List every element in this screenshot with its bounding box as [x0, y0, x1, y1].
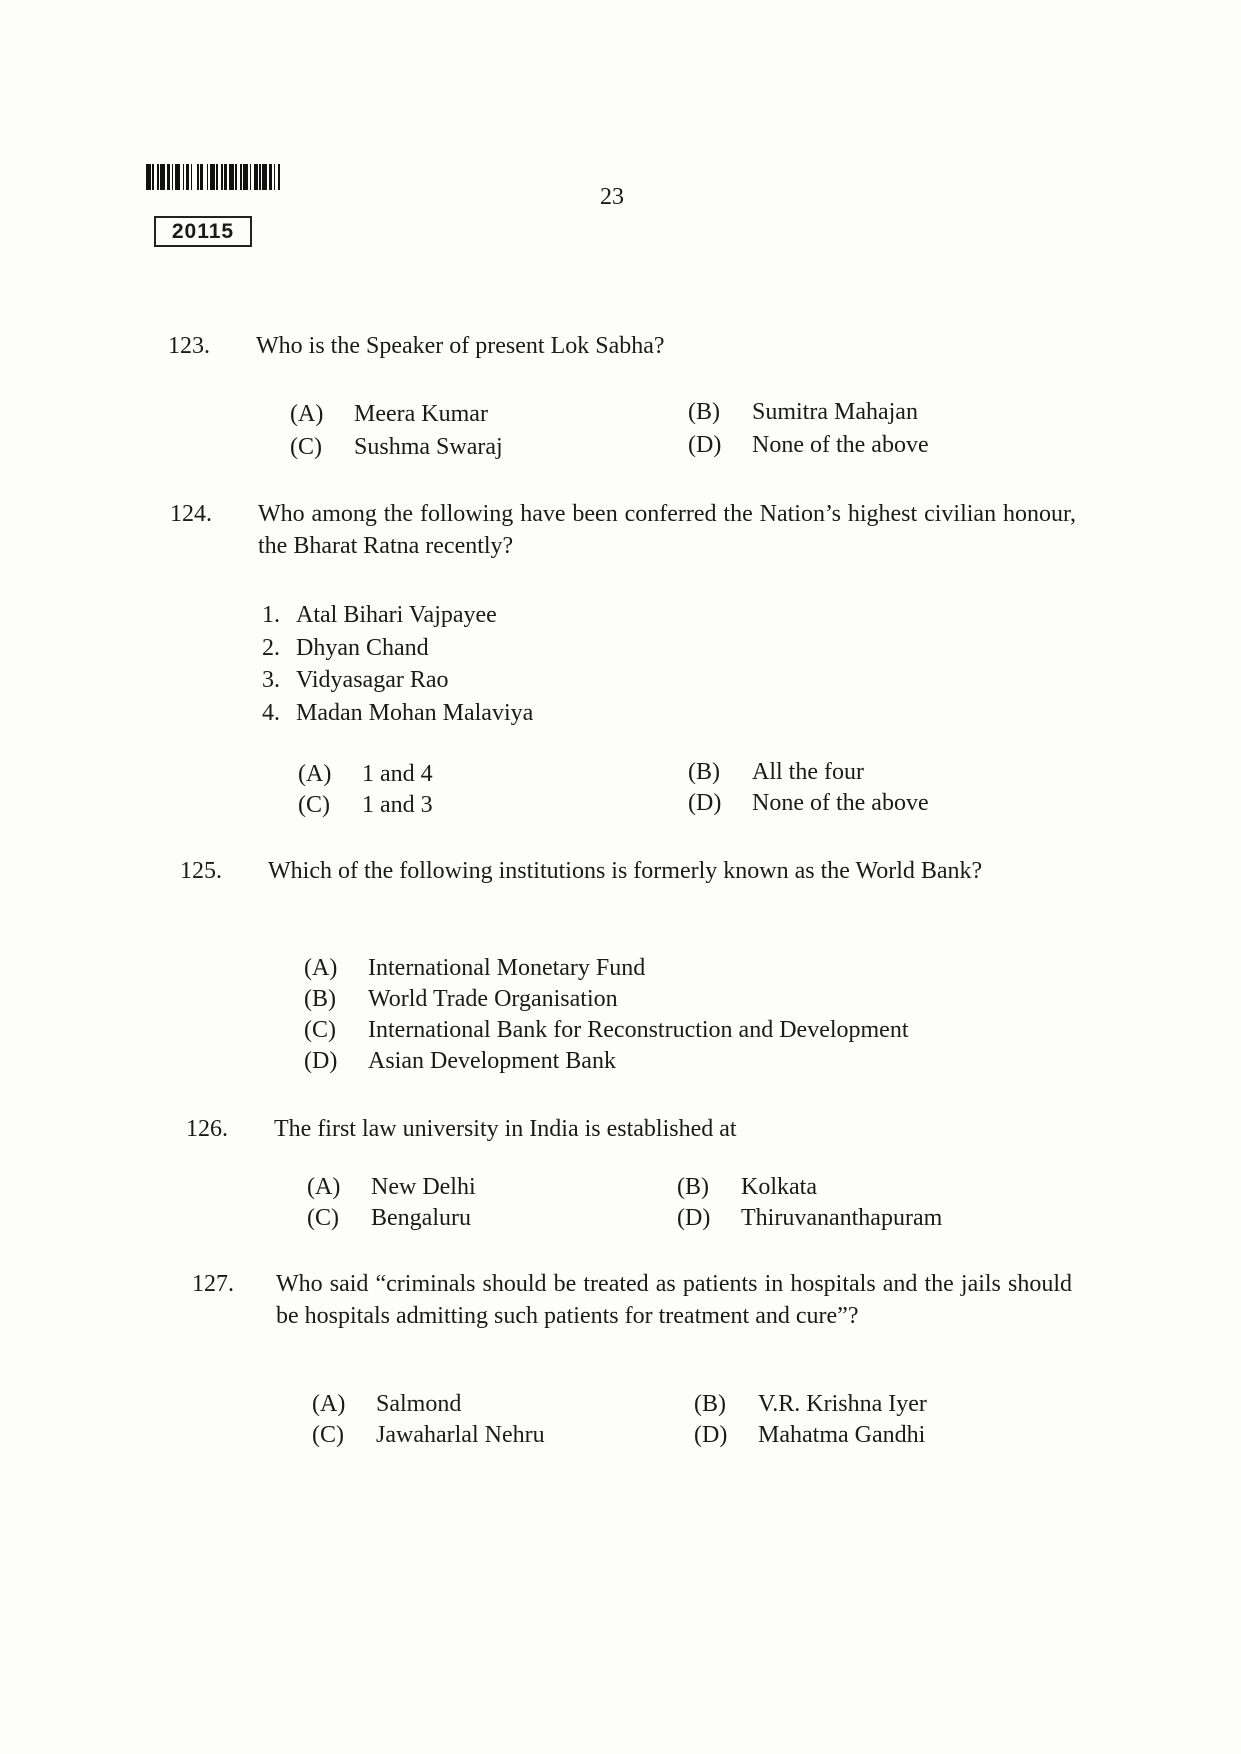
option-d[interactable]: (D) Thiruvananthapuram [677, 1205, 943, 1231]
option-c[interactable]: (C) International Bank for Reconstruction and Development [304, 1017, 909, 1043]
option-b[interactable]: (B) World Trade Organisation [304, 986, 618, 1012]
option-c[interactable]: (C) Sushma Swaraj [290, 434, 503, 460]
page-number: 23 [600, 184, 624, 210]
question-text: The first law university in India is established at [274, 1116, 737, 1142]
option-c[interactable]: (C) 1 and 3 [298, 792, 433, 818]
option-d[interactable]: (D) None of the above [688, 790, 929, 816]
statement-item: 4. Madan Mohan Malaviya [262, 699, 534, 726]
option-a[interactable]: (A) Meera Kumar [290, 401, 488, 427]
booklet-code: 20115 [154, 216, 252, 247]
barcode [146, 164, 322, 190]
question-text: Which of the following institutions is formerly known as the World Bank? [268, 858, 983, 884]
question-number: 123. [168, 333, 210, 359]
question-text: Who said “criminals should be treated as patients in hospitals and the jails should be hospitals admitting such patients for treatment and cure”? [276, 1271, 1072, 1329]
option-c[interactable]: (C) Bengaluru [307, 1205, 471, 1231]
option-b[interactable]: (B) Kolkata [677, 1174, 817, 1200]
question-text: Who is the Speaker of present Lok Sabha? [256, 333, 665, 359]
statement-list-124 [262, 599, 533, 729]
option-a[interactable]: (A) International Monetary Fund [304, 955, 646, 981]
option-a[interactable]: (A) Salmond [312, 1391, 462, 1417]
option-a[interactable]: (A) New Delhi [307, 1174, 476, 1200]
option-c[interactable]: (C) Jawaharlal Nehru [312, 1422, 545, 1448]
statement-item: 2. Dhyan Chand [262, 634, 429, 661]
option-d[interactable]: (D) Mahatma Gandhi [694, 1422, 926, 1448]
option-d[interactable]: (D) Asian Development Bank [304, 1048, 616, 1074]
barcode-bar [280, 164, 285, 190]
question-text: Who among the following have been conferred the Nation’s highest civilian honour, the Bharat Ratna recently? [258, 501, 1076, 559]
statement-item: 3. Vidyasagar Rao [262, 667, 449, 693]
option-a[interactable]: (A) 1 and 4 [298, 761, 433, 787]
option-d[interactable]: (D) None of the above [688, 432, 929, 458]
statement-item: 1. Atal Bihari Vajpayee [262, 602, 497, 628]
question-number: 127. [192, 1271, 234, 1297]
question-number: 126. [186, 1116, 228, 1142]
question-number: 125. [180, 858, 222, 884]
option-b[interactable]: (B) Sumitra Mahajan [688, 399, 918, 425]
option-b[interactable]: (B) V.R. Krishna Iyer [694, 1391, 927, 1417]
question-number: 124. [170, 501, 212, 527]
option-b[interactable]: (B) All the four [688, 759, 864, 785]
